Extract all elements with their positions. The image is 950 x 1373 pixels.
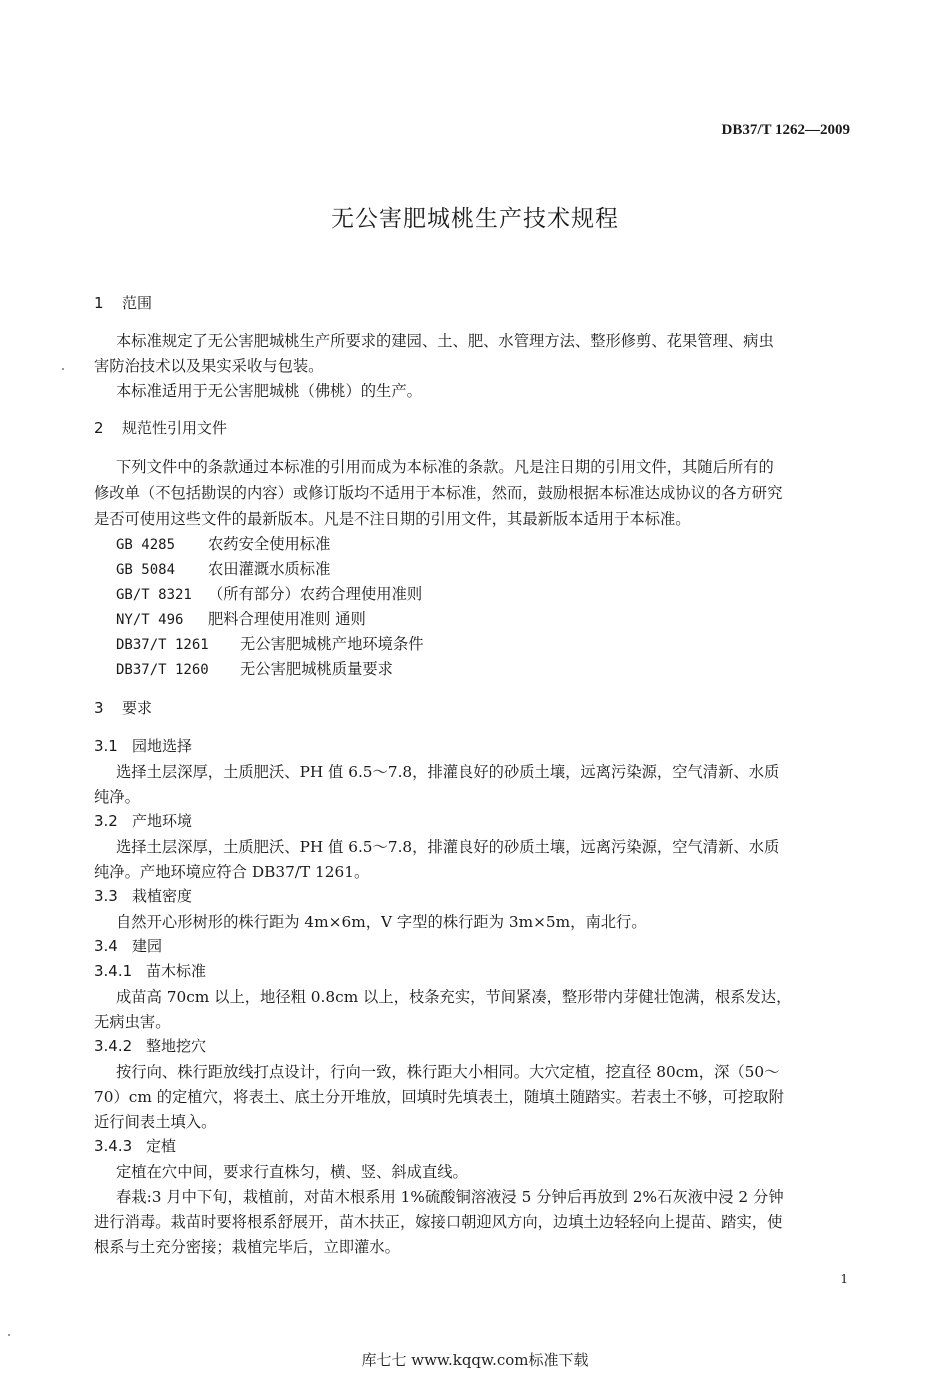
section-number: 3.4.3: [94, 1137, 133, 1155]
paragraph-line: 纯净。产地环境应符合 DB37/T 1261。: [94, 863, 370, 881]
paragraph-line: 选择土层深厚，土质肥沃、PH 值 6.5～7.8，排灌良好的砂质土壤，远离污染源，空气清新、水质: [116, 838, 780, 856]
reference-code: NY/T 496: [116, 612, 184, 628]
subsection-3-4-heading: [94, 935, 162, 956]
paragraph-line: 害防治技术以及果实采收与包装。: [94, 357, 324, 375]
reference-title: （所有部分）农药合理使用准则: [208, 585, 423, 603]
section-title: 建园: [132, 937, 163, 955]
section-title: 整地挖穴: [146, 1037, 207, 1055]
section-number: 1: [94, 294, 104, 312]
paragraph-line: 修改单（不包括勘误的内容）或修订版均不适用于本标准，然而，鼓励根据本标准达成协议的各方研究: [94, 484, 783, 502]
section-title: 范围: [122, 294, 153, 312]
reference-code: DB37/T 1260: [116, 662, 209, 678]
paragraph-line: 70）cm 的定植穴，将表土、底土分开堆放，回填时先填表土，随填土随踏实。若表土不够，可挖取附: [94, 1088, 784, 1106]
section-number: 3.1: [94, 737, 118, 755]
paragraph-line: 选择土层深厚，土质肥沃、PH 值 6.5～7.8，排灌良好的砂质土壤，远离污染源，空气清新、水质: [116, 763, 780, 781]
reference-code: GB/T 8321: [116, 587, 192, 603]
section-title: 要求: [122, 699, 153, 717]
reference-code: GB 4285: [116, 537, 176, 553]
scan-speck: [62, 368, 64, 370]
paragraph-line: 春栽:3 月中下旬，栽植前，对苗木根系用 1%硫酸铜溶液浸 5 分钟后再放到 2%石灰液中浸 2 分钟: [116, 1188, 784, 1206]
subsection-3-3-heading: [94, 885, 192, 906]
section-title: 苗木标准: [146, 962, 207, 980]
paragraph-line: 根系与土充分密接；栽植完毕后，立即灌水。: [94, 1238, 400, 1256]
paragraph-line: 定植在穴中间，要求行直株匀，横、竖、斜成直线。: [116, 1163, 468, 1181]
standard-code: DB37/T 1262—2009: [721, 122, 850, 138]
reference-title: 农药安全使用标准: [208, 535, 331, 553]
section-title: 规范性引用文件: [122, 419, 228, 437]
section-1-heading: [94, 292, 152, 313]
section-number: 3.4.1: [94, 962, 133, 980]
reference-item: [116, 582, 422, 604]
section-title: 园地选择: [132, 737, 193, 755]
section-title: 产地环境: [132, 812, 193, 830]
section-number: 3.3: [94, 887, 118, 905]
section-number: 2: [94, 419, 104, 437]
document-title: 无公害肥城桃生产技术规程: [331, 206, 619, 232]
paragraph-line: 纯净。: [94, 788, 140, 806]
subsection-3-2-heading: [94, 810, 192, 831]
section-2-heading: [94, 417, 227, 438]
paragraph-line: 是否可使用这些文件的最新版本。凡是不注日期的引用文件，其最新版本适用于本标准。: [94, 510, 691, 528]
section-number: 3.4: [94, 937, 118, 955]
section-number: 3.4.2: [94, 1037, 133, 1055]
reference-title: 无公害肥城桃产地环境条件: [240, 635, 424, 653]
reference-item: [116, 657, 393, 679]
paragraph-line: 近行间表土填入。: [94, 1113, 217, 1131]
reference-title: 无公害肥城桃质量要求: [240, 660, 393, 678]
reference-code: GB 5084: [116, 562, 176, 578]
section-number: 3.2: [94, 812, 118, 830]
reference-item: [116, 532, 330, 554]
section-title: 定植: [146, 1137, 177, 1155]
paragraph-line: 自然开心形树形的株行距为 4m×6m，V 字型的株行距为 3m×5m，南北行。: [116, 913, 647, 931]
reference-title: 肥料合理使用准则 通则: [208, 610, 366, 628]
subsection-3-4-2-heading: [94, 1035, 206, 1056]
page-number: 1: [840, 1272, 848, 1286]
section-number: 3: [94, 699, 104, 717]
reference-item: [116, 632, 424, 654]
section-title: 栽植密度: [132, 887, 193, 905]
reference-item: [116, 557, 330, 579]
footer-watermark: 库七七 www.kqqw.com标准下载: [361, 1351, 589, 1369]
reference-item: [116, 607, 366, 629]
paragraph-line: 成苗高 70cm 以上，地径粗 0.8cm 以上，枝条充实，节间紧凑，整形带内芽健壮饱满，根系发达，: [116, 988, 792, 1006]
paragraph-line: 本标准适用于无公害肥城桃（佛桃）的生产。: [116, 382, 422, 400]
scan-speck: [8, 1334, 10, 1336]
paragraph-line: 本标准规定了无公害肥城桃生产所要求的建园、土、肥、水管理方法、整形修剪、花果管理、病虫: [116, 332, 774, 350]
subsection-3-4-1-heading: [94, 960, 206, 981]
section-3-heading: [94, 697, 152, 718]
subsection-3-4-3-heading: [94, 1135, 176, 1156]
paragraph-line: 无病虫害。: [94, 1013, 171, 1031]
subsection-3-1-heading: [94, 735, 192, 756]
paragraph-line: 按行向、株行距放线打点设计，行向一致，株行距大小相同。大穴定植，挖直径 80cm，深（50～: [116, 1063, 780, 1081]
paragraph-line: 下列文件中的条款通过本标准的引用而成为本标准的条款。凡是注日期的引用文件，其随后所有的: [116, 458, 774, 476]
paragraph-line: 进行消毒。栽苗时要将根系舒展开，苗木扶正，嫁接口朝迎风方向，边填土边轻轻向上提苗、踏实，使: [94, 1213, 783, 1231]
reference-title: 农田灌溉水质标准: [208, 560, 331, 578]
reference-code: DB37/T 1261: [116, 637, 209, 653]
